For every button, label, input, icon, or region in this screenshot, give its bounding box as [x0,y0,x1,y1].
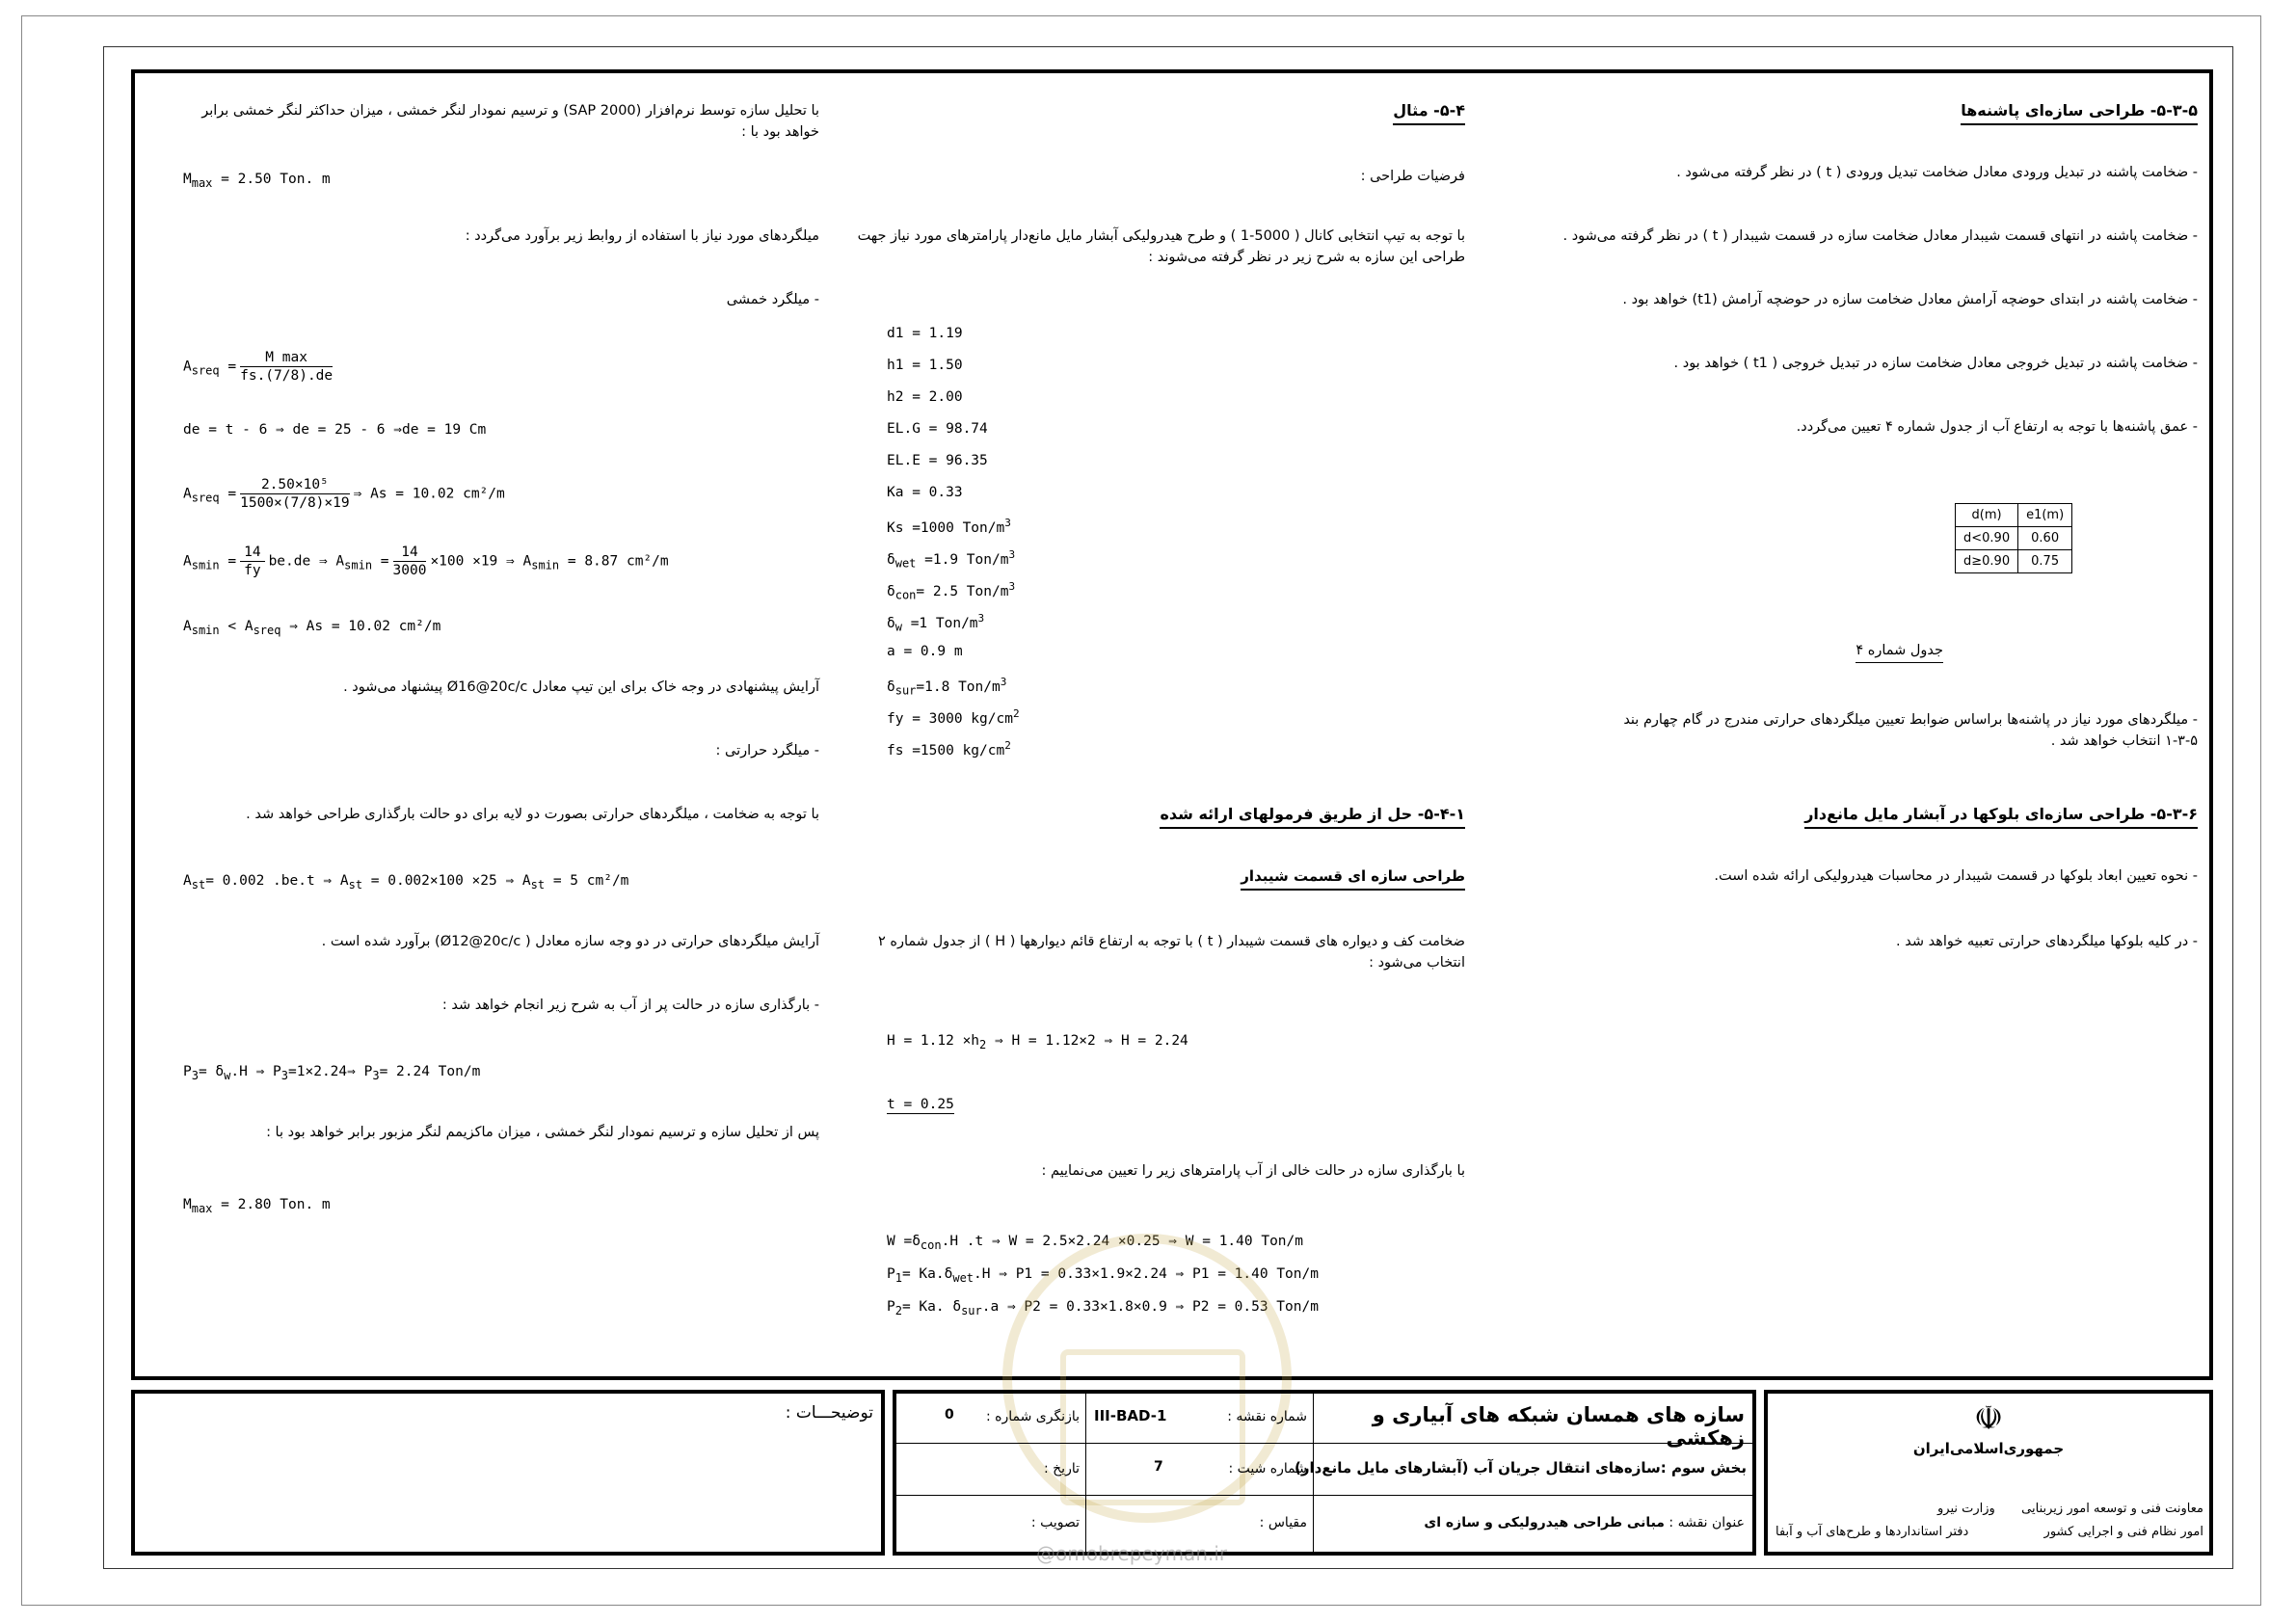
parameter-value: = 0.9 m [894,644,963,659]
parameter-value: =1.9 Ton/m [916,551,1009,568]
eq-part: ⇒ As = 10.02 cm²/m [289,619,441,634]
eq-part: = 0.002×100 ×25 ⇒ A [370,873,531,889]
parameter-name: d1 [887,326,904,341]
heading-example: ۵-۴- مثال [1393,100,1465,125]
fraction [240,476,350,512]
org-line: معاونت فنی و توسعه امور زیربنایی [2021,1502,2203,1516]
parameter-name: δ [887,551,895,568]
notes-label: توضیحـــات : [785,1403,873,1423]
parameter-value: = 1.19 [903,326,963,341]
text-line: - بارگذاری سازه در حالت پر از آب به شرح زیر انجام خواهد شد : [441,998,819,1013]
eq-part: = δ [198,1064,225,1079]
drawing-title: سازه های همسان شبکه های آبیاری و زهکشی [1372,1403,1745,1450]
title-cell [1313,1394,1752,1450]
eq-sub: 1 [894,1270,902,1285]
parameter-item [887,676,1006,698]
eq-sub: max [191,175,213,190]
eq-part: = 2.24 Ton/m [379,1064,481,1079]
eq-part: = 8.87 cm²/m [567,553,669,570]
text-line: میلگردهای مورد نیاز با استفاده از روابط زیر برآورد می‌گردد : [465,228,819,244]
text-line: - عمق پاشنه‌ها با توجه به ارتفاع آب از جدول شماره ۴ تعیین می‌گردد. [1796,419,2198,435]
org-line: وزارت نیرو [1937,1502,1995,1516]
parameter-value: = 2.5 Ton/m [916,583,1009,599]
eq-part: .H .t ⇒ W = 2.5×2.24 ×0.25 ⇒ W = 1.40 Ton/m [941,1234,1303,1249]
main-content-frame [131,69,2213,1380]
parameter-value: =1.8 Ton/m [916,678,1001,695]
eq-part: .H ⇒ P [230,1064,281,1079]
parameter-item [887,389,963,405]
fraction [393,544,427,579]
column-middle [829,73,1465,1376]
text-line: آرایش میلگردهای حرارتی در دو وجه سازه معادل ( Ø12@20c/c) برآورد شده است . [321,934,819,949]
table-header-row [1956,504,2072,527]
parameter-value: =1000 Ton/m [903,519,1005,536]
parameter-superscript: 3 [1004,517,1011,529]
parameter-item [887,707,1020,727]
parameter-superscript: 2 [1012,707,1020,720]
parameter-subscript: w [894,620,902,634]
parameter-name: a [887,644,895,659]
date-label: تاریخ : [1043,1461,1080,1477]
map-title [1424,1515,1745,1530]
table-caption: جدول شماره ۴ [1855,640,1943,663]
org-line: دفتر استانداردها و طرح‌های آب و آبفا [1775,1525,1969,1539]
revision-cell [896,1394,1085,1444]
equation-asreq-2: $A_{sreq}$ = $\frac{\text{2.50×10⁵}}{1500\times(7/8)\times 19}$ ⇒ As = 10.02 cm²/m [183,477,505,511]
eq-part: = Ka. δ [901,1299,962,1315]
fraction-numerator: M max [240,349,333,367]
eq-part: = 5 cm²/m [552,873,629,889]
revision-label: بازنگری شماره : [985,1409,1080,1424]
drawing-no-value: III-BAD-1 [1094,1407,1167,1424]
sheet-no-label: شماره شیت : [1228,1461,1307,1477]
eq-sub: wet [952,1270,974,1285]
parameter-item [887,644,963,659]
titleblock-organization [1764,1390,2213,1556]
eq-sub: con [920,1237,942,1252]
text-line: آرایش پیشنهادی در وجه خاک برای این تیپ معادل Ø16@20c/c پیشنهاد می‌شود . [343,679,819,695]
text-assumptions: فرضیات طراحی : [1360,169,1465,184]
parameter-subscript: con [894,588,917,602]
parameter-item [887,358,963,373]
parameter-value: =1 Ton/m [901,615,978,631]
table-4 [1955,503,2072,573]
heading-solution: ۵-۴-۱- حل از طریق فرمولهای ارائه شده [1160,804,1465,829]
part-cell [1295,1444,1752,1496]
parameter-item [887,739,1011,758]
parameter-item [887,548,1015,571]
parameter-name: fs [887,742,904,758]
parameter-item [887,326,963,341]
eq-part: = 2.50 Ton. m [221,172,331,187]
emblem-icon: ☫ [1973,1399,2004,1438]
fraction [240,349,333,385]
eq-sub: sur [961,1303,982,1317]
equation-mmax-2 [183,1197,331,1215]
text-line: - میلگرد خمشی [726,292,819,307]
parameter-name: Ks [887,519,904,536]
parameter-subscript: wet [894,556,917,571]
drawing-no-label: شماره نقشه : [1227,1409,1307,1424]
heading-block-design: ۵-۳-۶- طراحی سازه‌ای بلوکها در آبشار مایل مانع‌دار [1804,804,2198,829]
parameter-item [887,453,988,468]
drawing-no-cell [1085,1394,1313,1444]
fraction-denominator: fs.(7/8).de [240,368,334,384]
approval-label: تصویب : [1030,1515,1080,1530]
equation-asmin: $A_{smin}$ = $\frac{14}{fy}$ be.de ⇒ $A_{smin}$ = $\frac{14}{3000}$ ×100 ×19 ⇒ $A_{smin} = 8.87$ cm²/m [183,545,669,578]
parameter-name: fy [887,710,904,727]
equation-p3: $P_3= \delta_w.H$ ⇒ $P_3=1\times 2.24\Rightarrow$ $P_3= 2.24$ Ton/m [183,1064,481,1082]
eq-part: .a ⇒ P2 = 0.33×1.8×0.9 ⇒ P2 = 0.53 Ton/m [981,1299,1319,1315]
table-header-cell: e1(m) [2018,504,2072,527]
table-cell: d≥0.90 [1956,550,2018,573]
map-title-cell [1313,1496,1752,1552]
text-line: - نحوه تعیین ابعاد بلوکها در قسمت شیبدار در محاسبات هیدرولیکی ارائه شده است. [1714,868,2198,884]
parameter-superscript: 3 [1008,580,1016,593]
watermark-text: @omobrepeyman.ir [1036,1542,1228,1565]
parameter-name: h1 [887,358,904,373]
eq-sub: 2 [979,1037,987,1051]
org-line: امور نظام فنی و اجرایی کشور [2043,1525,2203,1539]
map-title-label: عنوان نقشه : [1669,1515,1745,1530]
map-title-value: مبانی طراحی هیدرولیکی و سازه ای [1424,1515,1665,1530]
parameter-superscript: 3 [977,612,985,625]
fraction [240,544,264,579]
parameter-item [887,485,963,500]
equation-h [887,1033,1188,1051]
table-cell: 0.60 [2018,527,2072,550]
date-cell [896,1444,1085,1496]
equation-t: t = 0.25 [887,1097,954,1112]
parameter-superscript: 2 [1004,739,1011,752]
eq-part: H = 1.12 ×h [887,1033,980,1049]
titleblock-notes [131,1390,885,1556]
eq-part: = 2.80 Ton. m [221,1197,331,1212]
equation-compare: $A_{smin} < A_{sreq}$ ⇒ As = 10.02 cm²/m [183,619,441,637]
text-line: - میلگرد حرارتی : [715,743,819,758]
parameter-name: δ [887,678,895,695]
parameter-name: δ [887,583,895,599]
fraction-numerator: 2.50×10⁵ [240,476,350,494]
text-line: - ضخامت پاشنه در تبدیل ورودی معادل ضخامت تبدیل ورودی ( t ) در نظر گرفته می‌شود . [1676,165,2198,180]
sheet-no-cell [1085,1444,1313,1496]
eq-sub: max [191,1201,213,1215]
fraction-numerator: 14 [393,544,427,562]
equation-de: de = t - 6 ⇒ de = 25 - 6 ⇒de = 19 Cm [183,422,487,438]
parameter-value: = 0.33 [903,485,963,500]
text-line: - در کلیه بلوکها میلگردهای حرارتی تعبیه خواهد شد . [1896,934,2198,949]
country-name: جمهوری‌اسلامی‌ایران [1912,1440,2065,1457]
column-right [1484,73,2198,1376]
text-paragraph: با بارگذاری سازه در حالت خالی از آب پارامترهای زیر را تعیین می‌نماییم : [1041,1163,1465,1179]
parameter-name: δ [887,615,895,631]
text-paragraph: با تحلیل سازه توسط نرم‌افزار (SAP 2000) و ترسیم نمودار لنگر خمشی ، میزان حداکثر لنگر خمشی برابر خواهد بود با : [201,103,819,140]
parameter-value: = 2.00 [903,389,963,405]
parameter-superscript: 3 [1000,676,1007,688]
eq-part: P [887,1266,895,1282]
revision-value: 0 [945,1407,954,1423]
parameter-item [887,580,1015,602]
parameter-value: = 1.50 [903,358,963,373]
parameter-item [887,612,984,634]
parameter-item [887,421,988,437]
eq-part: ×100 ×19 ⇒ A [430,553,532,570]
eq-part: ⇒ H = 1.12×2 ⇒ H = 2.24 [986,1033,1188,1049]
equation-mmax-1 [183,172,331,190]
parameter-name: EL.E [887,453,921,468]
eq-part: W =δ [887,1234,921,1249]
eq-part: be.de ⇒ A [268,553,345,570]
eq-part: =1×2.24⇒ P [288,1064,373,1079]
text-line: - ضخامت پاشنه در انتهای قسمت شیبدار معادل ضخامت سازه در قسمت شیبدار ( t ) در نظر گرفته می‌شود . [1562,228,2198,244]
eq-part: ⇒ As = 10.02 cm²/m [353,486,505,502]
parameter-name: Ka [887,485,904,500]
text-line: پس از تحلیل سازه و ترسیم نمودار لنگر خمشی ، میزان ماکزیمم لنگر مزبور برابر خواهد بود با : [266,1125,819,1140]
text-paragraph: ضخامت کف و دیواره های قسمت شیبدار ( t ) با توجه به ارتفاع قائم دیوارهها ( H ) از جدول شماره ۲ انتخاب می‌شود : [878,934,1465,971]
parameter-superscript: 3 [1008,548,1016,561]
eq-part: M [183,1197,192,1212]
parameter-name: h2 [887,389,904,405]
eq-part: = Ka.δ [901,1266,953,1282]
parameter-item [887,517,1011,536]
table-row [1956,550,2072,573]
eq-part: .H ⇒ P1 = 0.33×1.9×2.24 ⇒ P1 = 1.40 Ton/m [974,1266,1319,1282]
fraction-numerator: 14 [240,544,264,562]
sheet-no-value: 7 [1154,1459,1163,1475]
parameter-value: = 98.74 [920,421,988,437]
text-intro: با توجه به تیپ انتخابی کانال ( 5000-1 ) و طرح هیدرولیکی آبشار مایل مانع‌دار پارامترهای مورد نیاز جهت طراحی این سازه به شرح زیر در نظر گرفته می‌شوند : [857,228,1465,265]
table-cell: 0.75 [2018,550,2072,573]
table-cell: d<0.90 [1956,527,2018,550]
scale-label: مقیاس : [1259,1515,1307,1530]
eq-part: M [183,172,192,187]
titleblock-drawing-info [893,1390,1756,1556]
fraction-denominator: fy [244,563,261,578]
column-left [164,73,819,1376]
table-header-cell: d(m) [1956,504,2018,527]
text-line: - ضخامت پاشنه در ابتدای حوضچه آرامش معادل ضخامت سازه در حوضچه آرامش (t1) خواهد بود . [1622,292,2198,307]
parameter-subscript: sur [894,683,917,698]
part-text: بخش سوم :سازه‌های انتقال جریان آب (آبشارهای مایل مانع‌دار) [1295,1459,1747,1477]
equation-asreq: $A_{sreq}$ = $\frac{\text{M max}}{fs.(7/8).de}$ [183,350,334,384]
table-row [1956,527,2072,550]
parameter-value: = 3000 kg/cm [903,710,1013,727]
text-paragraph: - میلگردهای مورد نیاز در پاشنه‌ها براساس ضوابط تعیین میلگردهای حرارتی مندرج در گام چهارم بند ۵-۳-۱ انتخاب خواهد شد . [1623,712,2198,749]
eq-part: P [887,1299,895,1315]
parameter-value: = 96.35 [920,453,988,468]
parameter-value: =1500 kg/cm [903,742,1005,758]
eq-sub: 2 [894,1303,902,1317]
heading-heel-design: ۵-۳-۵- طراحی سازه‌ای پاشنه‌ها [1961,100,2198,125]
eq-part: = 0.002 .be.t ⇒ A [205,873,349,889]
subheading-slope-section: طراحی سازه ای قسمت شیبدار [1241,865,1465,891]
fraction-denominator: 3000 [392,563,427,578]
text-line: با توجه به ضخامت ، میلگردهای حرارتی بصورت دو لایه برای دو حالت بارگذاری طراحی خواهد شد . [246,807,819,822]
fraction-denominator: 1500×(7/8)×19 [240,495,350,511]
parameter-name: EL.G [887,421,921,437]
text-line: - ضخامت پاشنه در تبدیل خروجی معادل ضخامت سازه در تبدیل خروجی ( t1 ) خواهد بود . [1673,356,2198,371]
equation-ast: $A_{st}= 0.002$ .be.t ⇒ $A_{st} = 0.002\times 100 \times 25$ ⇒ $A_{st} = 5$ cm²/m [183,873,629,891]
